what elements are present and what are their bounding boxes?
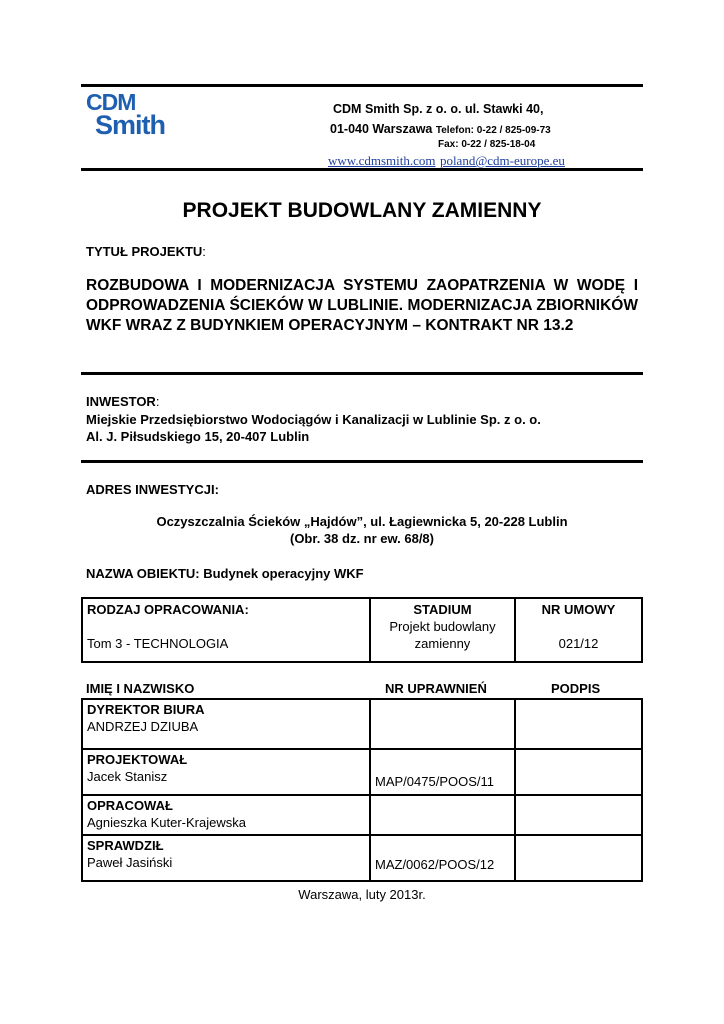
- person-license: MAZ/0062/POOS/12: [375, 857, 495, 872]
- person-name: Jacek Stanisz: [87, 769, 168, 784]
- investor-label: INWESTOR:: [86, 394, 160, 409]
- header-address-line2: [330, 122, 551, 136]
- signature-cell: [515, 835, 642, 881]
- signature-column-header: PODPIS: [551, 681, 601, 696]
- person-license: MAP/0475/POOS/11: [375, 774, 494, 789]
- table-row: [82, 835, 642, 881]
- stage-cell: [370, 598, 515, 662]
- table-row: [82, 795, 642, 835]
- person-name: Paweł Jasiński: [87, 855, 173, 870]
- email-link[interactable]: poland@cdm-europe.eu: [439, 153, 565, 168]
- person-name: Agnieszka Kuter-Krajewska: [87, 815, 246, 830]
- header-address-line1: CDM Smith Sp. z o. o. ul. Stawki 40,: [333, 102, 544, 116]
- contract-value: 021/12: [558, 636, 599, 651]
- contract-header: NR UMOWY: [541, 602, 616, 617]
- top-rule: [81, 84, 643, 87]
- stage-value-line2: zamienny: [414, 636, 471, 651]
- header-city: 01-040 Warszawa: [330, 122, 433, 136]
- address-label: ADRES INWESTYCJI:: [86, 482, 219, 497]
- project-label: TYTUŁ PROJEKTU:: [86, 244, 206, 259]
- svg-text:CDM: CDM: [86, 90, 136, 115]
- investor-rule: [81, 460, 643, 463]
- address-line1: Oczyszczalnia Ścieków „Hajdów”, ul. Łagiewnicka 5, 20-228 Lublin: [156, 514, 568, 529]
- person-cell: [82, 835, 370, 881]
- investor-name: Miejskie Przedsiębiorstwo Wodociągów i Kanalizacji w Lublinie Sp. z o. o.: [86, 412, 541, 427]
- website-link[interactable]: www.cdmsmith.com: [328, 153, 436, 168]
- contract-cell: [515, 598, 642, 662]
- person-cell: [82, 795, 370, 835]
- info-table: [81, 597, 643, 663]
- project-rule: [81, 372, 643, 375]
- signature-cell: [515, 795, 642, 835]
- license-column-header: NR UPRAWNIEŃ: [385, 681, 487, 696]
- person-cell: [82, 699, 370, 749]
- investor-address: Al. J. Piłsudskiego 15, 20-407 Lublin: [86, 429, 310, 444]
- signature-cell: [515, 749, 642, 795]
- cdm-smith-logo: [86, 90, 196, 136]
- type-value: Tom 3 - TECHNOLOGIA: [87, 636, 229, 651]
- person-role: SPRAWDZIŁ: [87, 838, 164, 853]
- investor-label-text: INWESTOR: [86, 394, 156, 409]
- document-title: PROJEKT BUDOWLANY ZAMIENNY: [182, 199, 542, 222]
- type-cell: [82, 598, 370, 662]
- person-role: OPRACOWAŁ: [87, 798, 173, 813]
- footer-place-date: Warszawa, luty 2013r.: [298, 887, 426, 902]
- header-phone: Telefon: 0-22 / 825-09-73: [435, 125, 551, 136]
- table-row: [82, 699, 642, 749]
- info-table-row: [82, 598, 642, 662]
- address-line2: (Obr. 38 dz. nr ew. 68/8): [289, 531, 434, 546]
- object-name: NAZWA OBIEKTU: Budynek operacyjny WKF: [86, 566, 364, 581]
- person-name: ANDRZEJ DZIUBA: [87, 719, 199, 734]
- project-label-text: TYTUŁ PROJEKTU: [86, 244, 203, 259]
- person-role: DYREKTOR BIURA: [87, 702, 205, 717]
- header-rule: [81, 168, 643, 171]
- license-cell: [370, 835, 515, 881]
- name-column-header: IMIĘ I NAZWISKO: [86, 681, 195, 696]
- svg-text:Smith: Smith: [95, 110, 166, 136]
- person-role: PROJEKTOWAŁ: [87, 752, 188, 767]
- table-row: [82, 749, 642, 795]
- person-cell: [82, 749, 370, 795]
- header-fax: Fax: 0-22 / 825-18-04: [438, 139, 536, 150]
- license-cell: [370, 795, 515, 835]
- license-cell: [370, 749, 515, 795]
- stage-header: STADIUM: [413, 602, 472, 617]
- stage-value-line1: Projekt budowlany: [389, 619, 496, 634]
- people-table: [81, 698, 643, 882]
- type-header: RODZAJ OPRACOWANIA:: [87, 602, 249, 617]
- project-title-text: ROZBUDOWA I MODERNIZACJA SYSTEMU ZAOPATRZENIA W WODĘ I ODPROWADZENIA ŚCIEKÓW W LUBLINIE. MODERNIZACJA ZBIORNIKÓW WKF WRAZ Z BUDYNKIEM OPERACYJNYM – KONTRAKT NR 13.2: [86, 277, 638, 334]
- signature-cell: [515, 699, 642, 749]
- license-cell: [370, 699, 515, 749]
